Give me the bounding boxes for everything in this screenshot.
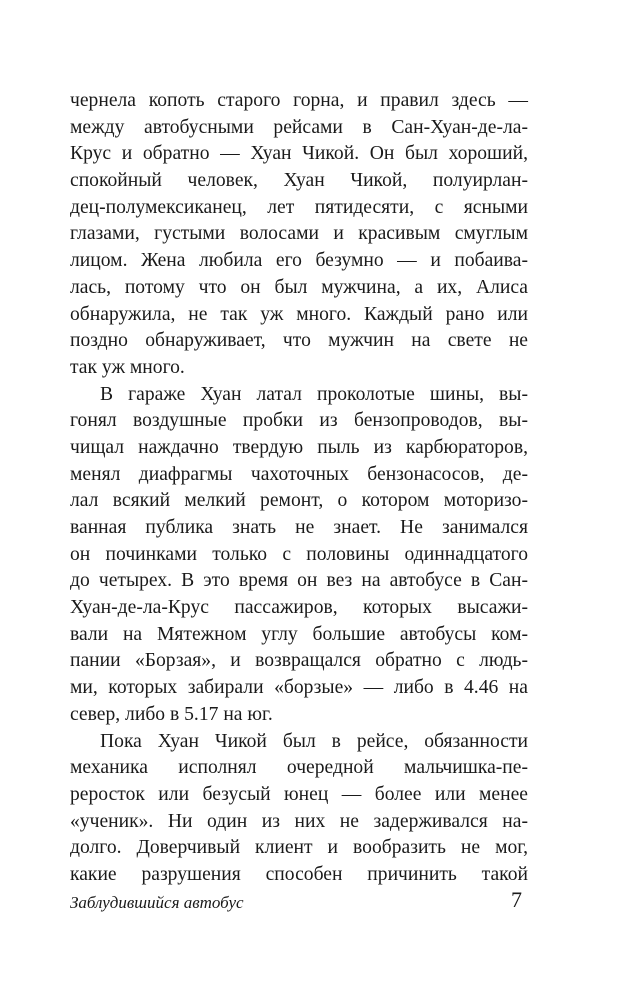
text-line: север, либо в 5.17 на юг.	[70, 703, 273, 725]
text-line: долго. Доверчивый клиент и вообразить не мог,	[70, 837, 528, 859]
text-line: лал всякий мелкий ремонт, о котором моторизо-	[70, 490, 528, 512]
body-text	[70, 88, 528, 889]
page-number: 7	[511, 887, 522, 912]
text-line: обнаружила, не так уж много. Каждый рано или	[70, 303, 528, 325]
text-line: пании «Борзая», и возвращался обратно с людь-	[70, 650, 528, 672]
text-line: спокойный человек, Хуан Чикой, полуирлан-	[70, 170, 528, 192]
text-line: Хуан-де-ла-Крус пассажиров, которых высажи-	[70, 597, 528, 619]
text-line: ми, которых забирали «борзые» — либо в 4.46 на	[70, 677, 528, 699]
text-line: Пока Хуан Чикой был в рейсе, обязанности	[100, 730, 528, 752]
text-line: реросток или безусый юнец — более или менее	[70, 783, 528, 805]
text-line: лась, потому что он был мужчина, а их, Алиса	[70, 276, 528, 298]
text-line: чернела копоть старого горна, и правил здесь —	[70, 90, 528, 111]
text-line: менял диафрагмы чахоточных бензонасосов, де-	[70, 463, 528, 485]
text-line: дец-полумексиканец, лет пятидесяти, с ясными	[70, 196, 528, 218]
text-line: вали на Мятежном углу большие автобусы ком-	[70, 623, 528, 645]
text-line: какие разрушения способен причинить такой	[70, 863, 528, 885]
text-line: до четырех. В это время он вез на автобусе в Сан-	[70, 570, 528, 592]
text-line: механика исполнял очередной мальчишка-пе-	[70, 757, 528, 779]
text-line: Крус и обратно — Хуан Чикой. Он был хороший,	[70, 143, 528, 165]
text-line: поздно обнаруживает, что мужчин на свете не	[70, 330, 528, 352]
text-line: лицом. Жена любила его безумно — и побаива-	[70, 250, 528, 272]
text-line: он починками только с половины одиннадцатого	[70, 543, 528, 565]
text-line: ванная публика знать не знает. Не занимался	[70, 517, 528, 538]
page-footer	[70, 885, 528, 915]
text-line: В гараже Хуан латал проколотые шины, вы-	[100, 383, 528, 405]
text-line: между автобусными рейсами в Сан-Хуан-де-ла-	[70, 116, 528, 138]
paragraph-1	[70, 88, 528, 382]
text-line: так уж много.	[70, 356, 185, 378]
text-line: глазами, густыми волосами и красивым смуглым	[70, 223, 528, 245]
text-line: чищал наждачно твердую пыль из карбюраторов,	[70, 436, 528, 458]
text-line: гонял воздушные пробки из бензопроводов, вы-	[70, 410, 528, 432]
paragraph-2	[70, 382, 528, 729]
running-title: Заблудившийся автобус	[70, 893, 244, 912]
paragraph-3	[70, 729, 528, 889]
text-line: «ученик». Ни один из них не задерживался на-	[70, 810, 528, 832]
